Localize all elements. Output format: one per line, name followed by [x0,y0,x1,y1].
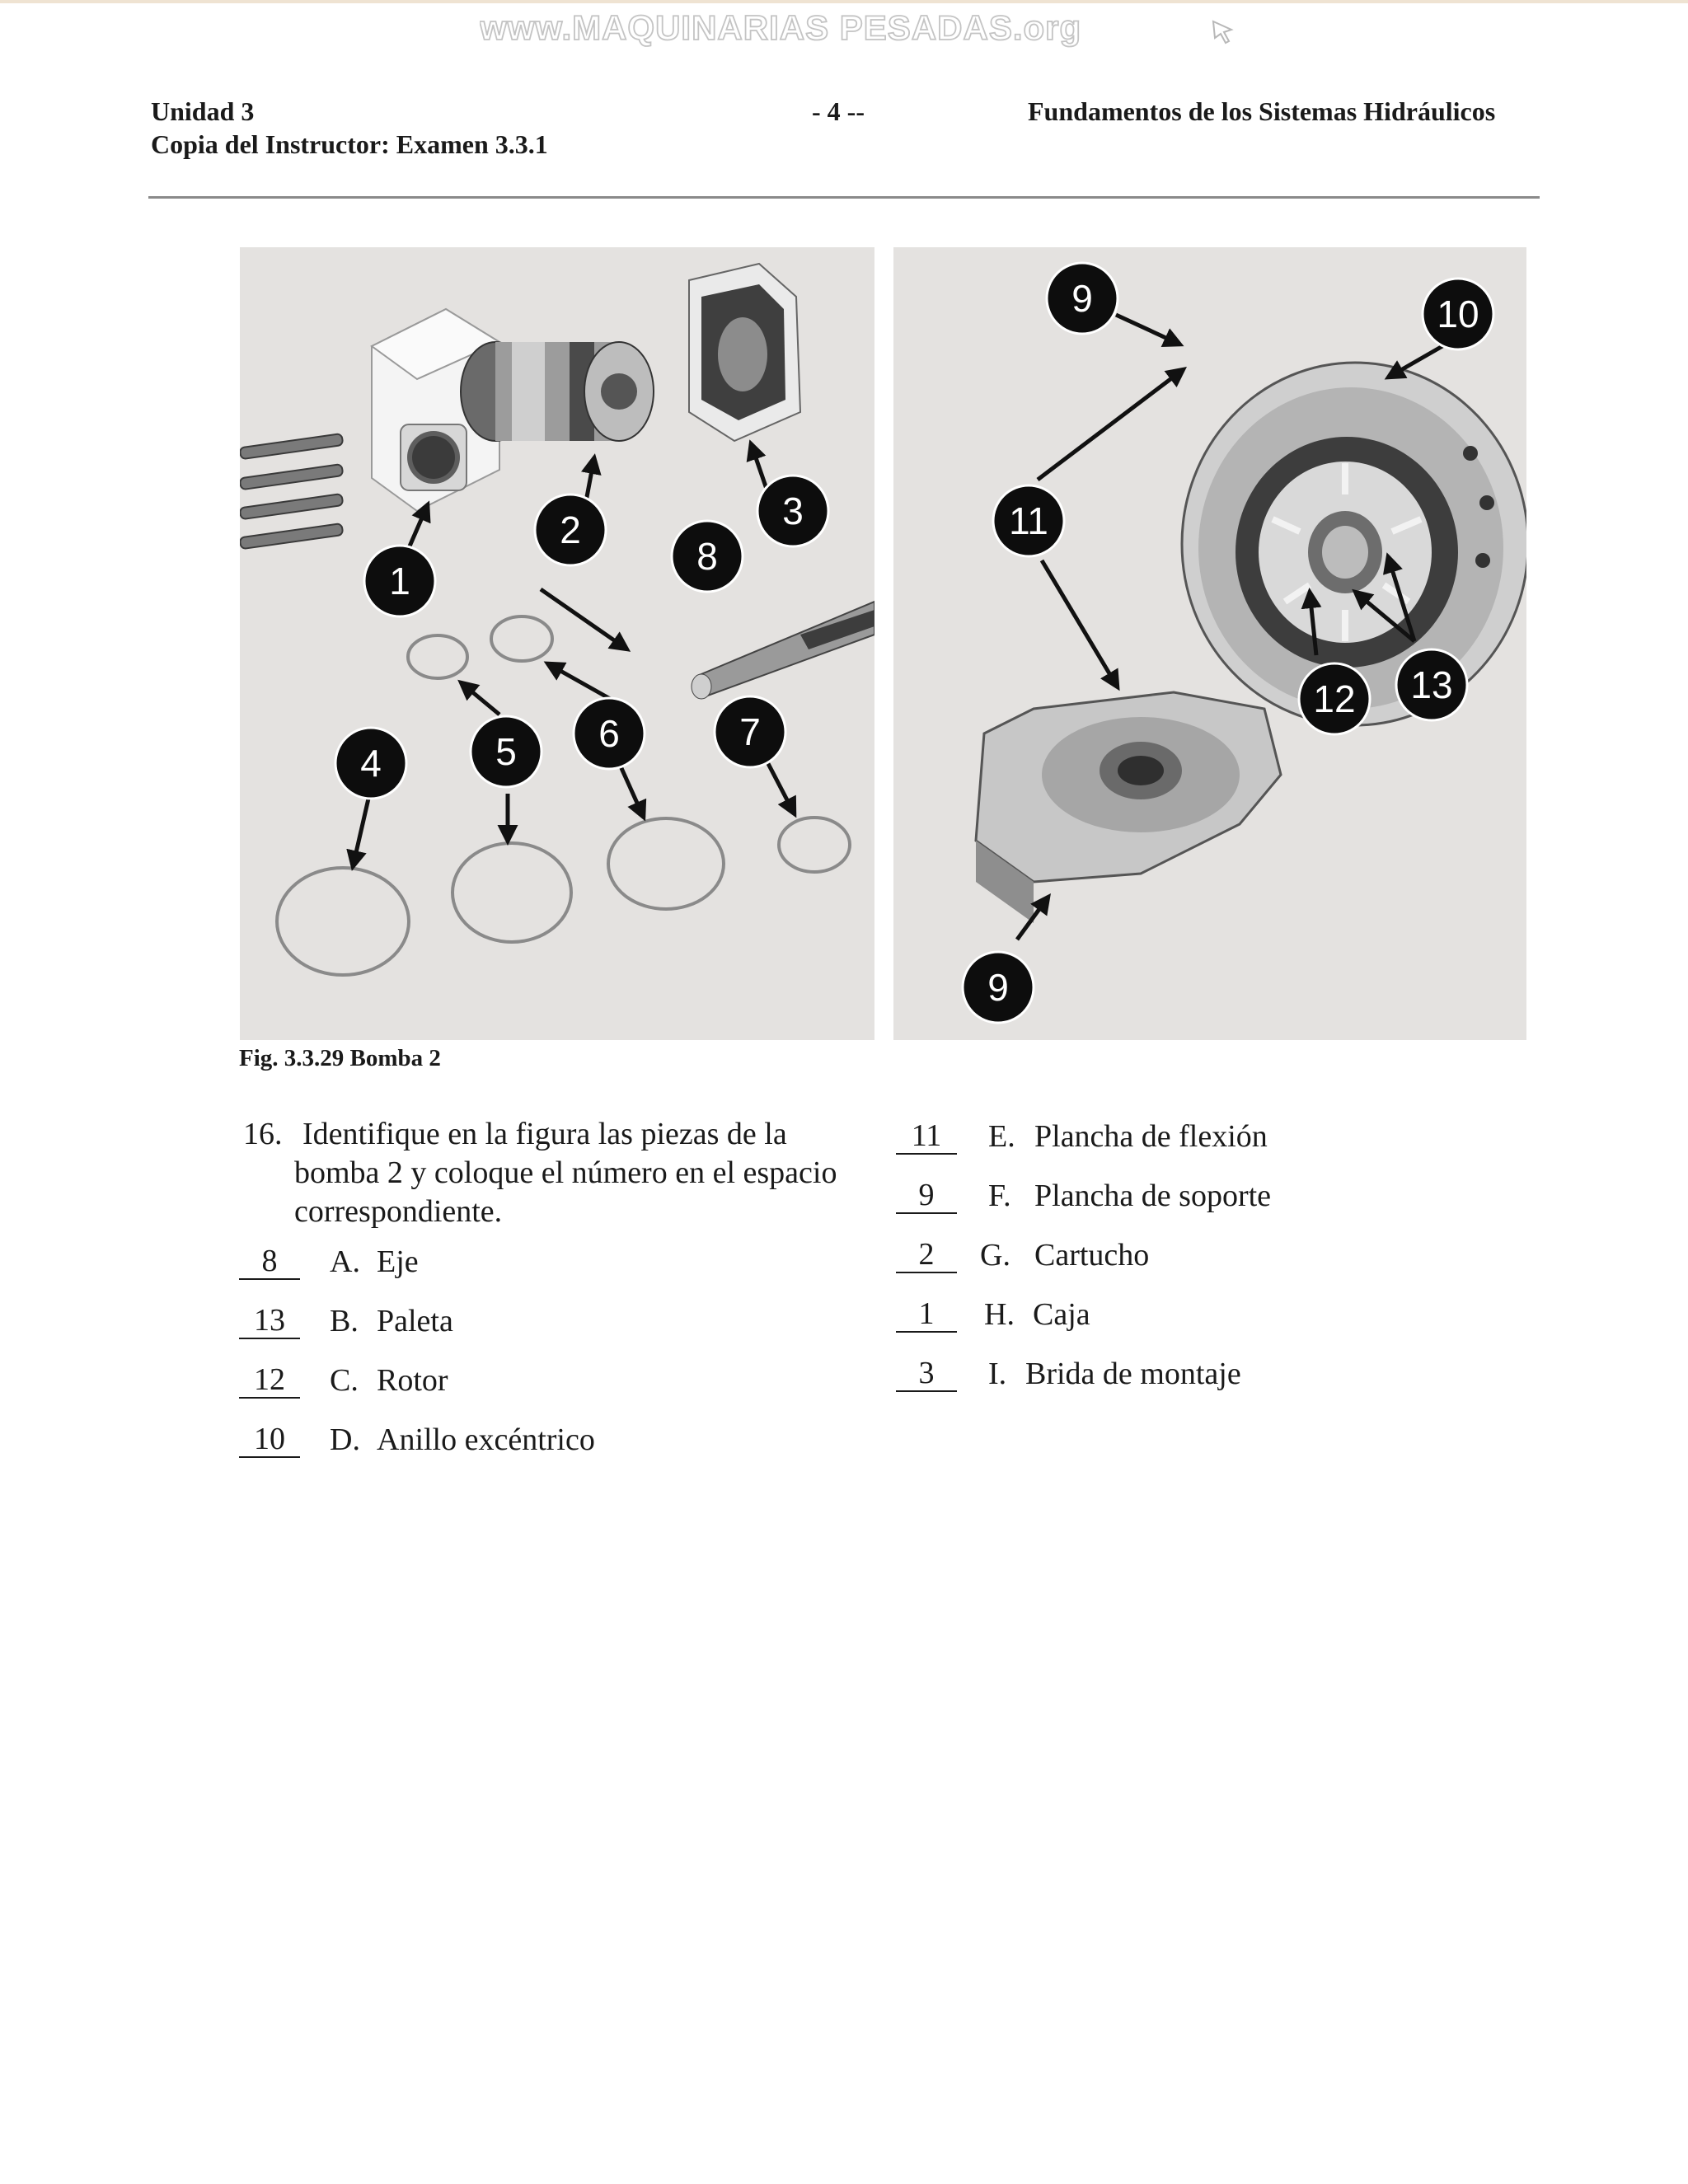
answer-label: Brida de montaje [1025,1357,1241,1391]
answer-label: Plancha de flexión [1034,1119,1268,1154]
shaft-part [692,602,874,699]
answer-blank[interactable]: 3 [896,1356,957,1392]
answer-label: Anillo excéntrico [377,1422,595,1457]
answer-letter: D. [330,1422,360,1457]
answer-blank[interactable]: 13 [239,1303,300,1339]
svg-text:11: 11 [1009,499,1048,542]
answer-letter: A. [330,1244,360,1279]
answer-blank[interactable]: 12 [239,1362,300,1399]
question-number: 16. [243,1117,283,1151]
figure-caption: Fig. 3.3.29 Bomba 2 [239,1045,441,1071]
callout-12 [1299,663,1370,734]
svg-text:4: 4 [360,742,382,785]
unit-title: Unidad 3 [151,96,255,126]
svg-text:3: 3 [782,490,804,532]
watermark [480,7,1254,53]
watermark-text: www.MAQUINARIAS PESADAS.org [480,8,1082,47]
answer-label: Eje [377,1244,419,1279]
svg-text:13: 13 [1410,663,1453,706]
svg-text:9: 9 [1071,277,1093,320]
answer-blank[interactable]: 8 [239,1244,300,1280]
answer-letter: F. [988,1179,1011,1213]
answer-letter: B. [330,1304,359,1338]
svg-text:6: 6 [598,712,620,755]
svg-text:10: 10 [1437,293,1479,335]
answer-blank[interactable]: 2 [896,1237,957,1273]
support-plate [976,692,1281,923]
callout-2 [535,494,606,565]
svg-text:12: 12 [1313,677,1356,720]
answer-label: Plancha de soporte [1034,1179,1272,1213]
answer-letter: I. [988,1357,1007,1391]
svg-text:8: 8 [696,535,718,578]
question-line-1: Identifique en la figura las piezas de la [302,1117,787,1151]
svg-text:9: 9 [987,966,1009,1009]
question-line-2: bomba 2 y coloque el número en el espacio [294,1155,837,1190]
callout-5 [471,716,542,787]
answer-blank[interactable]: 1 [896,1296,957,1333]
answer-label: Rotor [377,1363,448,1398]
answer-letter: G. [980,1238,1010,1272]
tie-rods [240,434,343,549]
flange-part [689,264,800,441]
cartridge-detail-photo [893,247,1526,1040]
answer-label: Cartucho [1034,1238,1150,1272]
callout-1 [364,546,435,616]
page-number: - 4 -- [812,96,865,126]
svg-text:1: 1 [389,560,410,602]
answer-letter: C. [330,1363,359,1398]
answer-letter: E. [988,1119,1015,1154]
svg-text:2: 2 [560,509,581,551]
top-band [0,0,1688,3]
callout-4 [335,728,406,799]
header-divider [148,196,1540,199]
callout-7 [715,696,785,767]
answer-blank[interactable]: 10 [239,1422,300,1458]
answer-letter: H. [984,1297,1015,1332]
callout-8 [672,521,743,592]
answer-label: Caja [1033,1297,1090,1332]
callout-3 [757,476,828,546]
callout-6 [574,698,645,769]
callout-9-bottom [963,952,1034,1023]
subject-title: Fundamentos de los Sistemas Hidráulicos [1028,96,1496,126]
svg-text:7: 7 [739,710,761,753]
answer-blank[interactable]: 11 [896,1118,957,1155]
callout-9-top [1047,263,1118,334]
cartridge-part [461,342,654,441]
callout-10 [1423,279,1493,349]
callout-13 [1396,649,1467,720]
cursor-icon [1213,21,1231,43]
instructor-copy-label: Copia del Instructor: Examen 3.3.1 [151,129,548,159]
answer-label: Paleta [377,1304,453,1338]
pump-parts-photo [240,247,874,1040]
question-line-3: correspondiente. [294,1194,503,1229]
answer-blank[interactable]: 9 [896,1178,957,1214]
callout-11 [993,485,1064,556]
svg-text:5: 5 [495,730,517,773]
